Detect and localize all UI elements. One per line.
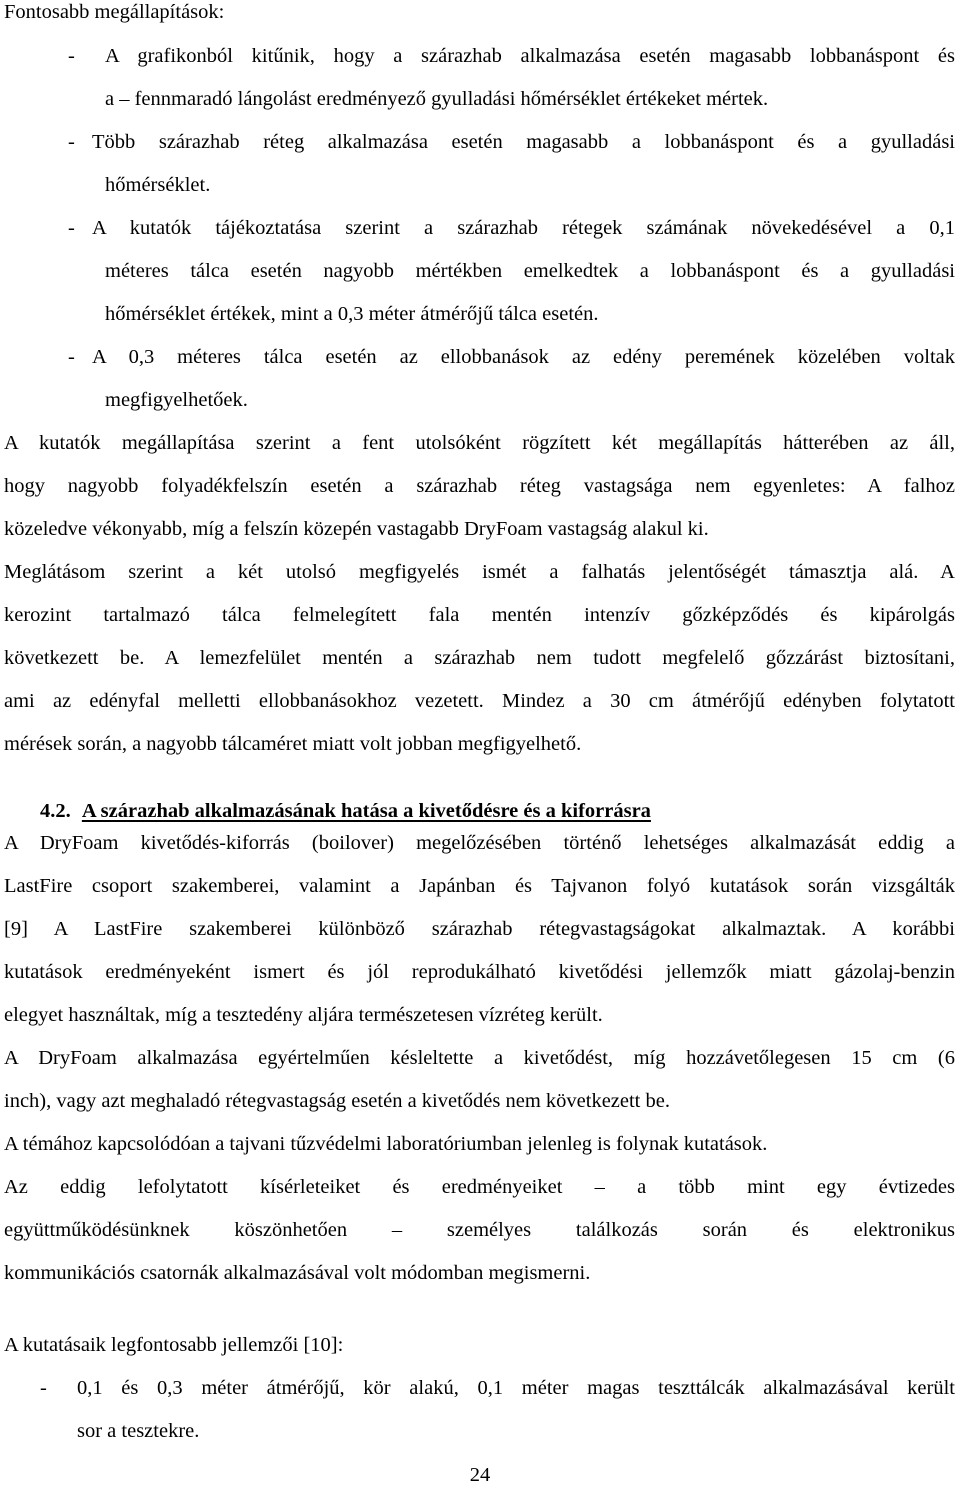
paragraph-2-line-4: kutatások eredményeként ismert és jól reprodukálható kivetődési jellemzők miatt gázolaj-benzin — [4, 961, 955, 983]
paragraph-1-line-1: A kutatók megállapítása szerint a fent utolsóként rögzített két megállapítás hátterében az áll, — [4, 432, 955, 454]
finding-3-line-2: méteres tálca esetén nagyobb mértékben emelkedtek a lobbanáspont és a gyulladási — [105, 260, 955, 282]
finding-1-dash: - — [68, 45, 75, 67]
finding-4-line-2: megfigyelhetőek. — [105, 389, 248, 411]
paragraph-1-line-6: következett be. A lemezfelület mentén a szárazhab nem tudott megfelelő gőzzárást biztosítani, — [4, 647, 955, 669]
paragraph-5-line-2: együttműködésünknek köszönhetően – személyes találkozás során és elektronikus — [4, 1219, 955, 1241]
paragraph-3-line-2: inch), vagy azt meghaladó rétegvastagság esetén a kivetődés nem következett be. — [4, 1090, 670, 1112]
finding-1-line-1: A grafikonból kitűnik, hogy a szárazhab alkalmazása esetén magasabb lobbanáspont és — [105, 45, 955, 67]
paragraph-2-line-3: [9] A LastFire szakemberei különböző szárazhab rétegvastagságokat alkalmaztak. A korábbi — [4, 918, 955, 940]
finding-4-dash: - — [68, 346, 75, 368]
paragraph-4-line-1: A témához kapcsolódóan a tajvani tűzvédelmi laboratóriumban jelenleg is folynak kutatások. — [4, 1133, 768, 1155]
features-heading: A kutatásaik legfontosabb jellemzői [10]: — [4, 1334, 344, 1356]
finding-2-dash: - — [68, 131, 75, 153]
page-number: 24 — [469, 1464, 491, 1486]
paragraph-2-line-1: A DryFoam kivetődés-kiforrás (boilover) megelőzésében történő lehetséges alkalmazását eddig a — [4, 832, 955, 854]
feature-1-dash: - — [40, 1377, 47, 1399]
paragraph-1-line-4: Meglátásom szerint a két utolsó megfigyelés ismét a falhatás jelentőségét támasztja alá. A — [4, 561, 955, 583]
finding-3-dash: - — [68, 217, 75, 239]
paragraph-2-line-2: LastFire csoport szakemberei, valamint a Japánban és Tajvanon folyó kutatások során vizsgálták — [4, 875, 955, 897]
section-heading — [40, 799, 651, 823]
finding-2-line-1: Több szárazhab réteg alkalmazása esetén magasabb a lobbanáspont és a gyulladási — [92, 131, 955, 153]
paragraph-1-line-5: kerozint tartalmazó tálca felmelegített fala mentén intenzív gőzképződés és kipárolgás — [4, 604, 955, 626]
finding-1-line-2: a – fennmaradó lángolást eredményező gyulladási hőmérséklet értékeket mértek. — [105, 88, 769, 110]
paragraph-5-line-1: Az eddig lefolytatott kísérleteiket és eredményeiket – a több mint egy évtizedes — [4, 1176, 955, 1198]
finding-3-line-1: A kutatók tájékoztatása szerint a szárazhab rétegek számának növekedésével a 0,1 — [92, 217, 955, 239]
section-title: A szárazhab alkalmazásának hatása a kivetődésre és a kiforrásra — [81, 800, 651, 822]
paragraph-2-line-5: elegyet használtak, míg a tesztedény aljára természetesen vízréteg került. — [4, 1004, 603, 1026]
feature-1-line-1: 0,1 és 0,3 méter átmérőjű, kör alakú, 0,1 méter magas teszttálcák alkalmazásával került — [77, 1377, 955, 1399]
section-number: 4.2. — [40, 800, 71, 822]
finding-3-line-3: hőmérséklet értékek, mint a 0,3 méter átmérőjű tálca esetén. — [105, 303, 599, 325]
finding-4-line-1: A 0,3 méteres tálca esetén az ellobbanások az edény peremének közelében voltak — [92, 346, 955, 368]
finding-2-line-2: hőmérséklet. — [105, 174, 211, 196]
feature-1-line-2: sor a tesztekre. — [77, 1420, 200, 1442]
paragraph-1-line-2: hogy nagyobb folyadékfelszín esetén a szárazhab réteg vastagsága nem egyenletes: A falhoz — [4, 475, 955, 497]
paragraph-5-line-3: kommunikációs csatornák alkalmazásával volt módomban megismerni. — [4, 1262, 591, 1284]
paragraph-3-line-1: A DryFoam alkalmazása egyértelműen késleltette a kivetődést, míg hozzávetőlegesen 15 cm (6 — [4, 1047, 955, 1069]
paragraph-1-line-3: közeledve vékonyabb, míg a felszín közepén vastagabb DryFoam vastagság alakul ki. — [4, 518, 709, 540]
paragraph-1-line-7: ami az edényfal melletti ellobbanásokhoz vezetett. Mindez a 30 cm átmérőjű edényben folytatott — [4, 690, 955, 712]
intro-heading: Fontosabb megállapítások: — [4, 1, 225, 23]
paragraph-1-line-8: mérések során, a nagyobb tálcaméret miatt volt jobban megfigyelhető. — [4, 733, 582, 755]
